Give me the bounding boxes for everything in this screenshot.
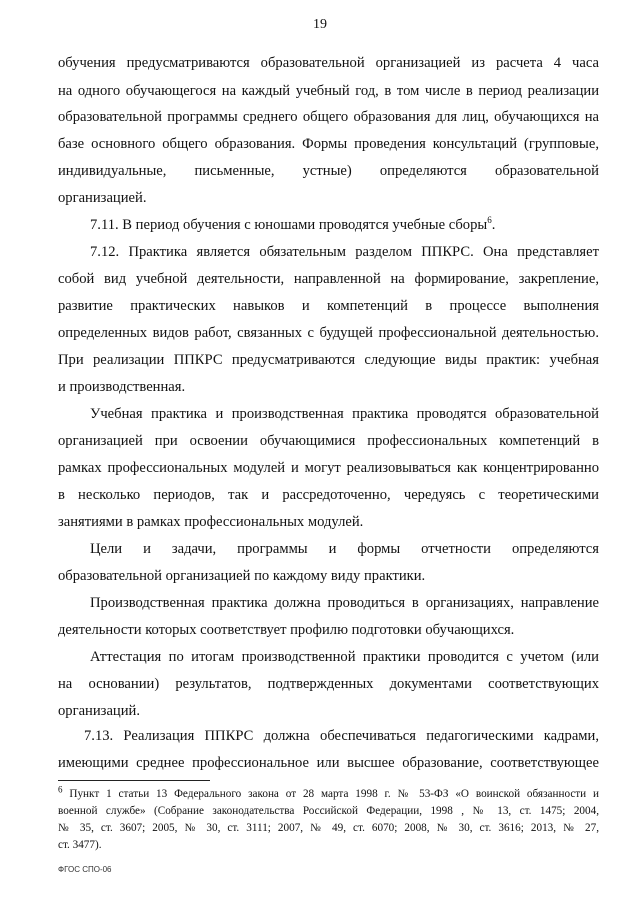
body-line: Производственная практика должна проводиться в организациях, направление	[90, 595, 599, 611]
body-line: образовательной организацией по каждому виду практики.	[58, 568, 426, 584]
body-line: образовательной программы среднего общего образования для лиц, обучающихся на	[58, 109, 599, 125]
body-line: Цели и задачи, программы и формы отчетности определяются	[90, 541, 599, 557]
body-line: базе основного общего образования. Формы проведения консультаций (групповые,	[58, 136, 599, 152]
body-line: деятельности которых соответствует профилю подготовки обучающихся.	[58, 622, 515, 638]
page-number: 19	[313, 17, 327, 32]
footnote-marker: 6	[58, 786, 63, 795]
body-line: обучения предусматриваются образовательной организацией из расчета 4 часа	[58, 55, 599, 71]
body-line: организаций.	[58, 703, 140, 719]
body-line: организацией.	[58, 190, 147, 206]
footnote-line: № 35, ст. 3607; 2005, № 30, ст. 3111; 2007, № 49, ст. 6070; 2008, № 30, ст. 3616; 2013, № 27,	[58, 822, 599, 834]
footnote-reference: 6	[487, 215, 492, 226]
body-line: организацией при освоении обучающимися профессиональных компетенций в	[58, 433, 599, 449]
body-line: собой вид учебной деятельности, направленной на формирование, закрепление,	[58, 271, 599, 287]
body-line: в несколько периодов, так и рассредоточенно, чередуясь с теоретическими	[58, 487, 599, 503]
body-line: и производственная.	[58, 379, 186, 395]
body-line: развитие практических навыков и компетенций в процессе выполнения	[58, 298, 599, 314]
body-line: занятиями в рамках профессиональных модулей.	[58, 514, 364, 530]
body-line: 7.13. Реализация ППКРС должна обеспечиваться педагогическими кадрами,	[84, 728, 599, 744]
body-line: имеющими среднее профессиональное или высшее образование, соответствующее	[58, 755, 599, 771]
body-line: индивидуальные, письменные, устные) определяются образовательной	[58, 163, 599, 179]
body-line: 7.12. Практика является обязательным разделом ППКРС. Она представляет	[90, 244, 599, 260]
body-line: на основании) результатов, подтвержденных документами соответствующих	[58, 676, 599, 692]
footer-code: ФГОС СПО-06	[58, 865, 112, 874]
footnote-separator	[58, 780, 210, 781]
body-line: рамках профессиональных модулей и могут реализовываться как концентрированно	[58, 460, 599, 476]
footnote-line: ст. 3477).	[58, 839, 102, 851]
body-line: 7.11. В период обучения с юношами проводятся учебные сборы$^6$.	[90, 215, 496, 233]
body-line: Учебная практика и производственная практика проводятся образовательной	[90, 406, 599, 422]
footnote-line: военной службе» (Собрание законодательства Российской Федерации, 1998 , № 13, ст. 1475; 2004,	[58, 805, 599, 817]
body-line: определенных видов работ, связанных с будущей профессиональной деятельностью.	[58, 325, 599, 341]
body-line: При реализации ППКРС предусматриваются следующие виды практик: учебная	[58, 352, 599, 368]
footnote-line: $^6$ Пункт 1 статьи 13 Федерального закона от 28 марта 1998 г. № 53-ФЗ «О воинской обязанности и	[58, 786, 599, 800]
body-line: Аттестация по итогам производственной практики проводится с учетом (или	[90, 649, 599, 665]
body-line: на одного обучающегося на каждый учебный год, в том числе в период реализации	[58, 83, 599, 99]
